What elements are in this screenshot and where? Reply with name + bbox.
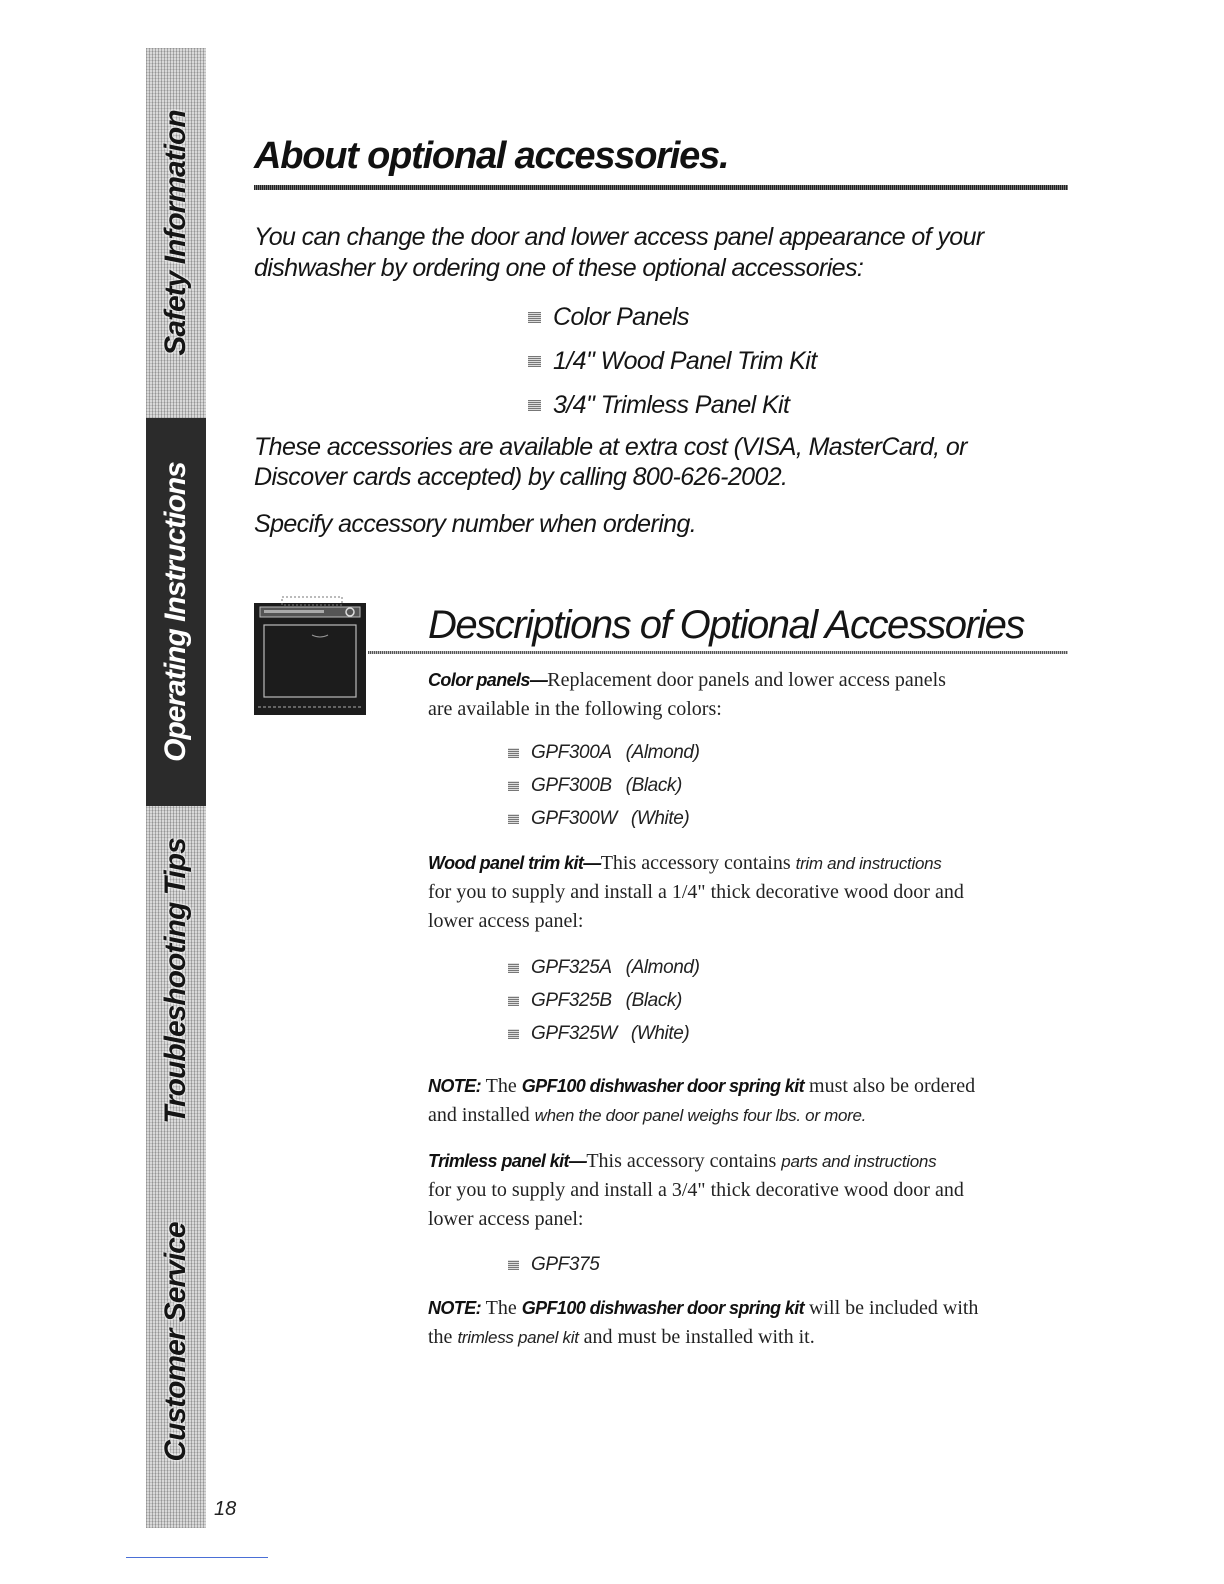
list-item [528, 383, 817, 427]
list-item [528, 339, 817, 383]
body-text: are available in the following colors: [428, 698, 722, 720]
body-italic: parts and instructions [781, 1152, 937, 1171]
model-code: GPF300W [531, 807, 617, 829]
model-color: (Black) [625, 989, 682, 1011]
bullet-icon [528, 312, 541, 323]
model-color: (Black) [625, 774, 682, 796]
body-italic: trimless panel kit [457, 1328, 579, 1347]
trimless-models [508, 1248, 599, 1281]
kit-name: GPF100 dishwasher door spring kit [521, 1076, 805, 1096]
bullet-icon [508, 781, 519, 791]
bullet-icon [528, 356, 541, 367]
list-item [508, 769, 700, 802]
intro-text [254, 222, 1054, 284]
model-code: GPF300A [531, 741, 612, 763]
wood-trim-section [428, 849, 1058, 936]
availability-line: These accessories are available at extra cost (VISA, MasterCard, or [254, 433, 967, 461]
body-text: for you to supply and install a 1/4" thick decorative wood door and [428, 881, 964, 903]
model-color: (Almond) [625, 741, 700, 763]
body-italic: when the door panel weighs four lbs. or more. [534, 1106, 867, 1125]
note-label: NOTE: [428, 1298, 481, 1318]
kit-name: GPF100 dishwasher door spring kit [521, 1298, 805, 1318]
body-text: the [428, 1326, 458, 1348]
model-code: GPF325B [531, 989, 612, 1011]
bullet-icon [508, 1260, 519, 1270]
specify-text: Specify accessory number when ordering. [254, 510, 697, 538]
availability-line: Discover cards accepted) by calling 800-626-2002. [254, 463, 788, 491]
body-italic: trim and instructions [795, 854, 942, 873]
tab-label: Safety Information [159, 110, 192, 356]
list-item [528, 295, 817, 339]
body-text: lower access panel: [428, 1208, 584, 1230]
accessory-list [528, 295, 817, 427]
heading-rule [254, 185, 1068, 190]
list-item [508, 951, 700, 984]
body-text: for you to supply and install a 3/4" thick decorative wood door and [428, 1179, 964, 1201]
model-code: GPF325A [531, 956, 612, 978]
color-panels-models [508, 736, 700, 835]
model-code: GPF325W [531, 1022, 617, 1044]
page-number: 18 [214, 1498, 237, 1520]
body-text: The [481, 1297, 522, 1319]
note-label: NOTE: [428, 1076, 481, 1096]
side-tabs [146, 48, 206, 1528]
body-text: This accessory contains [586, 1150, 782, 1172]
list-item [508, 1248, 599, 1281]
model-color: (White) [630, 1022, 690, 1044]
tab-safety-information[interactable] [146, 48, 206, 420]
section-lead: Trimless panel kit— [428, 1151, 587, 1171]
tab-label: Customer Service [159, 1222, 192, 1462]
body-text: The [481, 1075, 522, 1097]
accessory-label: 3/4" Trimless Panel Kit [553, 390, 790, 419]
wood-trim-models [508, 951, 700, 1050]
list-item [508, 802, 700, 835]
body-text: will be included with [804, 1297, 979, 1319]
section-lead: Wood panel trim kit— [428, 853, 601, 873]
intro-line: dishwasher by ordering one of these optional accessories: [254, 254, 864, 282]
tab-customer-service[interactable] [146, 1156, 206, 1530]
page-title: About optional accessories. [254, 135, 729, 177]
section-lead: Color panels— [428, 670, 548, 690]
tab-label: Operating Instructions [159, 462, 192, 762]
list-item [508, 984, 700, 1017]
trimless-section [428, 1147, 1058, 1234]
model-color: (Almond) [625, 956, 700, 978]
list-item [508, 736, 700, 769]
bullet-icon [508, 963, 519, 973]
accessory-label: Color Panels [553, 302, 689, 331]
body-text: and must be installed with it. [578, 1326, 815, 1348]
body-text: must also be ordered [804, 1075, 976, 1097]
availability-text [254, 432, 1034, 492]
tab-operating-instructions[interactable] [146, 418, 206, 808]
list-item [508, 1017, 700, 1050]
body-text: and installed [428, 1104, 535, 1126]
model-code: GPF300B [531, 774, 612, 796]
bullet-icon [528, 400, 541, 411]
model-color: (White) [630, 807, 690, 829]
model-code: GPF375 [531, 1253, 600, 1275]
body-text: lower access panel: [428, 910, 584, 932]
dishwasher-icon [252, 595, 368, 719]
bullet-icon [508, 814, 519, 824]
color-panels-section [428, 666, 1058, 724]
body-text: Replacement door panels and lower access panels [547, 669, 946, 691]
intro-line: You can change the door and lower access panel appearance of your [254, 223, 984, 251]
bullet-icon [508, 996, 519, 1006]
note-section [428, 1072, 1058, 1130]
accessory-label: 1/4" Wood Panel Trim Kit [553, 346, 817, 375]
tab-troubleshooting-tips[interactable] [146, 806, 206, 1158]
note-section [428, 1294, 1058, 1352]
link-underline [126, 1557, 268, 1558]
body-text: This accessory contains [600, 852, 796, 874]
descriptions-heading: Descriptions of Optional Accessories [428, 603, 1024, 647]
tab-label: Troubleshooting Tips [159, 838, 192, 1124]
heading-rule [368, 651, 1068, 654]
bullet-icon [508, 1029, 519, 1039]
bullet-icon [508, 748, 519, 758]
